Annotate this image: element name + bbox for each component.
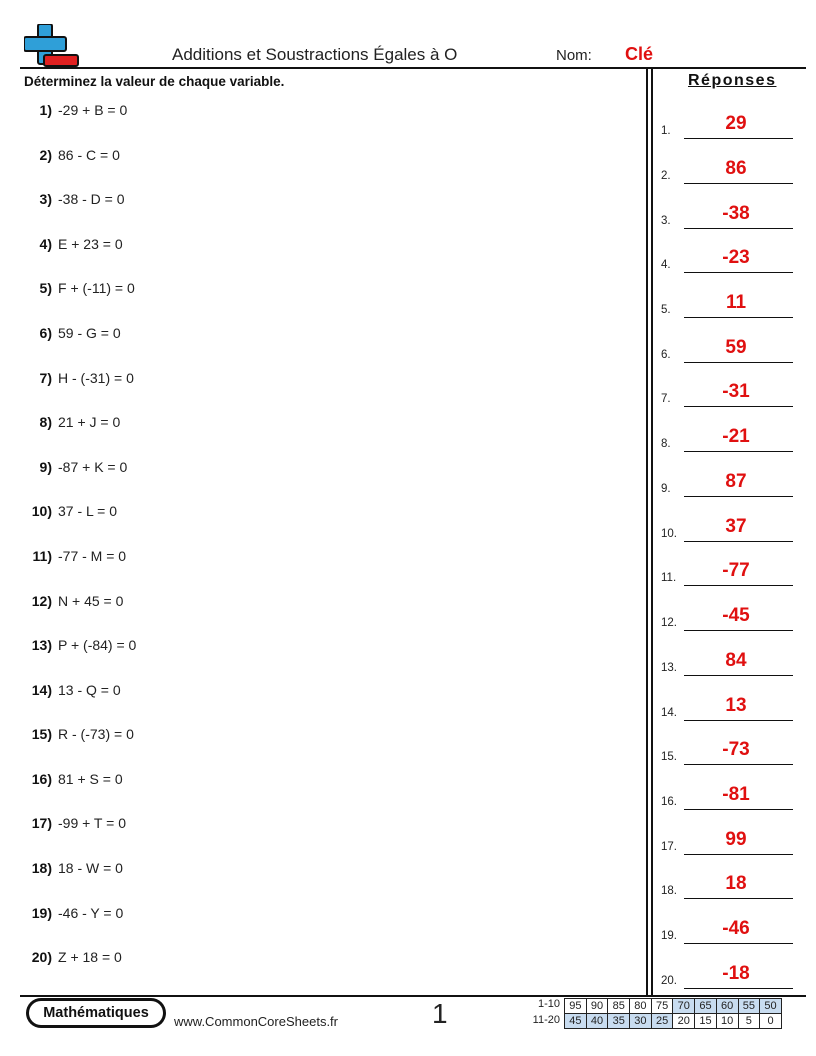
score-row-label: 11-20	[532, 1014, 560, 1026]
answer-value: 11	[725, 292, 747, 313]
problem-number: 10)	[31, 503, 52, 519]
answer-row	[661, 601, 793, 631]
answer-value: -18	[722, 963, 750, 984]
score-row	[565, 999, 782, 1014]
problem-item	[24, 771, 123, 787]
problem-number: 9)	[39, 459, 52, 475]
problem-item	[24, 370, 134, 386]
subject-badge-label: Mathématiques	[29, 1001, 163, 1025]
column-divider	[646, 69, 648, 995]
problem-item	[24, 637, 136, 653]
plus-minus-logo-icon	[24, 24, 80, 68]
answer-number: 5.	[661, 304, 671, 316]
problem-text: -99 + T = 0	[58, 815, 126, 831]
footer-rule	[20, 995, 806, 997]
problem-text: 18 - W = 0	[58, 860, 123, 876]
problem-text: -77 - M = 0	[58, 548, 127, 564]
problem-number: 4)	[39, 236, 52, 252]
answer-number: 17.	[661, 841, 677, 853]
answer-line	[684, 406, 793, 407]
answer-row	[661, 377, 793, 407]
score-cell: 40	[586, 1014, 608, 1029]
problem-number: 12)	[31, 593, 52, 609]
problem-text: Z + 18 = 0	[58, 949, 122, 965]
answer-value: 86	[725, 158, 747, 179]
problem-number: 13)	[31, 637, 52, 653]
answer-line	[684, 496, 793, 497]
problem-text: 37 - L = 0	[58, 503, 118, 519]
score-cell: 60	[716, 999, 738, 1014]
answer-row	[661, 869, 793, 899]
answer-row	[661, 914, 793, 944]
subject-badge	[26, 998, 166, 1028]
answer-line	[684, 809, 793, 810]
answer-number: 13.	[661, 662, 677, 674]
problem-number: 3)	[39, 191, 52, 207]
answer-line	[684, 138, 793, 139]
answer-line	[684, 585, 793, 586]
answer-number: 11.	[661, 572, 677, 584]
answer-number: 15.	[661, 751, 677, 763]
problem-item	[24, 147, 120, 163]
score-cell: 85	[608, 999, 630, 1014]
problem-text: 21 + J = 0	[58, 414, 121, 430]
problem-number: 17)	[31, 815, 52, 831]
answer-number: 16.	[661, 796, 677, 808]
problem-text: N + 45 = 0	[58, 593, 124, 609]
problem-item	[24, 503, 117, 519]
problem-item	[24, 815, 126, 831]
answer-value: -81	[722, 784, 750, 805]
score-cell: 95	[565, 999, 587, 1014]
answer-value: 18	[725, 873, 747, 894]
problem-item	[24, 325, 121, 341]
name-value: Clé	[625, 44, 654, 64]
answers-heading: Réponses	[688, 72, 777, 89]
answer-line	[684, 451, 793, 452]
problem-text: 13 - Q = 0	[58, 682, 121, 698]
score-cell: 30	[630, 1014, 652, 1029]
answer-row	[661, 333, 793, 363]
score-cell: 25	[651, 1014, 673, 1029]
answer-row	[661, 556, 793, 586]
answer-row	[661, 780, 793, 810]
problem-number: 5)	[39, 280, 52, 296]
answer-value: 59	[725, 337, 747, 358]
website-link[interactable]: www.CommonCoreSheets.fr	[174, 1014, 338, 1029]
problem-number: 11)	[32, 548, 52, 564]
answer-value: 87	[725, 471, 747, 492]
answer-line	[684, 898, 793, 899]
problem-item	[24, 548, 126, 564]
answer-value: -21	[722, 426, 750, 447]
answer-number: 4.	[661, 259, 671, 271]
score-cell: 45	[565, 1014, 587, 1029]
problem-text: 86 - C = 0	[58, 147, 120, 163]
answer-number: 1.	[661, 125, 671, 137]
column-divider	[651, 69, 653, 995]
problem-item	[24, 236, 123, 252]
answer-row	[661, 154, 793, 184]
answer-number: 19.	[661, 930, 677, 942]
answer-value: -31	[722, 381, 750, 402]
problem-number: 8)	[39, 414, 52, 430]
header-rule	[20, 67, 806, 69]
answer-row	[661, 243, 793, 273]
problem-text: 59 - G = 0	[58, 325, 121, 341]
problem-item	[24, 191, 125, 207]
answer-row	[661, 646, 793, 676]
answer-value: 84	[725, 650, 747, 671]
problem-item	[24, 593, 123, 609]
answer-row	[661, 199, 793, 229]
answer-line	[684, 854, 793, 855]
score-cell: 50	[760, 999, 782, 1014]
page-title: Additions et Soustractions Égales à O	[172, 45, 458, 64]
page-number: 1	[432, 998, 448, 1029]
name-label: Nom:	[556, 47, 592, 64]
score-cell: 65	[695, 999, 717, 1014]
problem-number: 1)	[39, 102, 52, 118]
answer-row	[661, 735, 793, 765]
answer-row	[661, 467, 793, 497]
problem-text: E + 23 = 0	[58, 236, 123, 252]
problem-text: -38 - D = 0	[58, 191, 125, 207]
problem-number: 7)	[39, 370, 52, 386]
answer-line	[684, 943, 793, 944]
answer-number: 2.	[661, 170, 671, 182]
answer-value: 37	[725, 516, 747, 537]
answer-value: -23	[722, 247, 750, 268]
problem-text: -29 + B = 0	[58, 102, 128, 118]
answer-value: 99	[725, 829, 747, 850]
answer-number: 7.	[661, 393, 671, 405]
problem-item	[24, 726, 134, 742]
problem-number: 19)	[31, 905, 52, 921]
answer-number: 3.	[661, 215, 671, 227]
answer-line	[684, 630, 793, 631]
score-cell: 35	[608, 1014, 630, 1029]
score-cell: 55	[738, 999, 760, 1014]
answer-value: -45	[722, 605, 750, 626]
score-cell: 10	[716, 1014, 738, 1029]
problem-item	[24, 102, 127, 118]
answer-number: 12.	[661, 617, 677, 629]
problem-number: 15)	[31, 726, 52, 742]
problem-text: F + (-11) = 0	[58, 280, 135, 296]
answer-line	[684, 317, 793, 318]
answer-row	[661, 288, 793, 318]
answer-number: 20.	[661, 975, 677, 987]
problem-number: 20)	[31, 949, 52, 965]
problem-text: H - (-31) = 0	[58, 370, 134, 386]
answer-row	[661, 691, 793, 721]
score-cell: 80	[630, 999, 652, 1014]
answer-line	[684, 675, 793, 676]
answer-row	[661, 422, 793, 452]
answer-line	[684, 228, 793, 229]
answer-number: 10.	[661, 528, 677, 540]
answer-value: -46	[722, 918, 750, 939]
answer-number: 9.	[661, 483, 671, 495]
answer-line	[684, 272, 793, 273]
score-cell: 70	[673, 999, 695, 1014]
score-row-label: 1-10	[537, 998, 560, 1010]
answer-value: -38	[722, 203, 750, 224]
instructions: Déterminez la valeur de chaque variable.	[24, 74, 285, 89]
answer-line	[684, 988, 793, 989]
score-cell: 5	[738, 1014, 760, 1029]
answer-line	[684, 764, 793, 765]
problem-number: 18)	[31, 860, 52, 876]
score-cell: 20	[673, 1014, 695, 1029]
answer-number: 14.	[661, 707, 677, 719]
answer-value: 29	[725, 113, 747, 134]
score-cell: 90	[586, 999, 608, 1014]
answer-row	[661, 512, 793, 542]
problem-text: -46 - Y = 0	[58, 905, 124, 921]
answer-line	[684, 362, 793, 363]
score-table	[564, 998, 782, 1029]
problem-number: 16)	[31, 771, 52, 787]
problem-text: 81 + S = 0	[58, 771, 123, 787]
score-cell: 75	[651, 999, 673, 1014]
problem-item	[24, 949, 122, 965]
problem-text: -87 + K = 0	[58, 459, 128, 475]
score-cell: 0	[760, 1014, 782, 1029]
answer-number: 18.	[661, 885, 677, 897]
answer-number: 6.	[661, 349, 671, 361]
answer-line	[684, 541, 793, 542]
answer-number: 8.	[661, 438, 671, 450]
problem-text: P + (-84) = 0	[58, 637, 137, 653]
problem-item	[24, 860, 123, 876]
score-cell: 15	[695, 1014, 717, 1029]
problem-text: R - (-73) = 0	[58, 726, 134, 742]
answer-row	[661, 825, 793, 855]
problem-item	[24, 459, 127, 475]
answer-value: 13	[725, 695, 747, 716]
problem-item	[24, 905, 123, 921]
problem-item	[24, 414, 120, 430]
problem-number: 2)	[39, 147, 52, 163]
problem-item	[24, 682, 121, 698]
answer-value: -73	[722, 739, 750, 760]
answer-row	[661, 109, 793, 139]
answer-value: -77	[722, 560, 750, 581]
answer-row	[661, 959, 793, 989]
problem-item	[24, 280, 135, 296]
answer-line	[684, 183, 793, 184]
problem-number: 6)	[39, 325, 52, 341]
score-row	[565, 1014, 782, 1029]
answer-line	[684, 720, 793, 721]
problem-number: 14)	[31, 682, 52, 698]
